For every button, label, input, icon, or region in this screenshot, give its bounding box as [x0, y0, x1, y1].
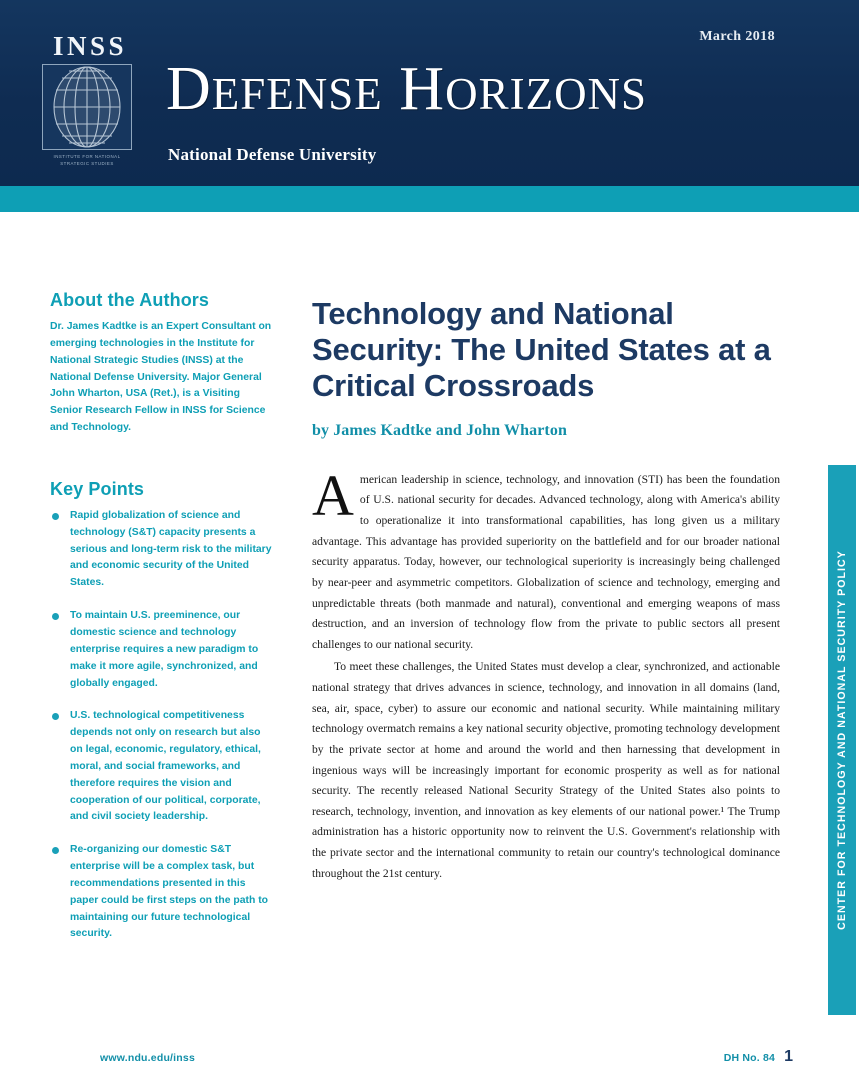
publication-title-efense: EFENSE: [211, 69, 383, 119]
vertical-series-label: CENTER FOR TECHNOLOGY AND NATIONAL SECURITY POLICY: [836, 550, 848, 930]
list-item: [50, 608, 272, 692]
publication-title-d: D: [166, 55, 212, 123]
publication-title-h: H: [399, 55, 446, 123]
footer-page-info: [724, 1048, 793, 1066]
left-sidebar: [50, 290, 272, 959]
publication-subtitle: National Defense University: [168, 145, 377, 164]
list-item: [50, 708, 272, 826]
list-item: [50, 842, 272, 943]
key-point-text: U.S. technological competitiveness depends not only on research but also on legal, economic, regulatory, ethical, moral, and social frameworks, and therefore requires the vision and cooperation of our political, corporate, and civil society leadership.: [70, 710, 261, 823]
key-points-section: [50, 479, 272, 943]
bullet-icon: [52, 513, 59, 520]
issue-date: March 2018: [699, 29, 775, 44]
article-body: [312, 462, 780, 885]
inss-logo-subtitle: INSTITUTE FOR NATIONAL STRATEGIC STUDIES: [53, 154, 121, 166]
publication-title-orizons: ORIZONS: [445, 69, 648, 119]
article-byline: by James Kadtke and John Wharton: [312, 421, 567, 439]
globe-icon: [42, 64, 132, 150]
inss-wordmark: INSS: [52, 31, 128, 61]
key-points-heading: Key Points: [50, 478, 145, 499]
bullet-icon: [52, 713, 59, 720]
page-number: 1: [784, 1048, 793, 1065]
about-authors-body: Dr. James Kadtke is an Expert Consultant on emerging technologies in the Institute for National Strategic Studies (INSS) at the National Defense University. Major General John Wharton, USA (Ret.), is a Visiting Senior Research Fellow in INSS for Science and Technology.: [50, 321, 272, 434]
key-point-text: To maintain U.S. preeminence, our domestic science and technology enterprise requires a new paradigm to make it more agile, synchronized, and globally engaged.: [70, 610, 259, 689]
bullet-icon: [52, 613, 59, 620]
masthead-banner: [0, 0, 859, 186]
bullet-icon: [52, 847, 59, 854]
about-authors-heading: About the Authors: [50, 290, 210, 310]
key-point-text: Re-organizing our domestic S&T enterprise will be a complex task, but recommendations presented in this paper could be first steps on the path to maintaining our future technological security.: [70, 844, 269, 940]
paragraph: American leadership in science, technology, and innovation (STI) has been the foundation of U.S. national security for decades. Advanced technology, along with America's ability to operationalize it into transformational capabilities, has long given us a military advantage. This advantage has provided superiority on the battlefield and for our broader national security apparatus. Today, however, our technological superiority is increasingly being challenged by near-peer and asymmetric competitors. Globalization of science and technology, emerging and unpredictable threats (both manmade and natural), conventional and emerging weapons of mass destruction, and an inversion of technology flow from the private to public sectors all present challenges to our national security.: [312, 462, 780, 651]
page-title: Technology and National Security: The United States at a Critical Crossroads: [312, 296, 771, 403]
document-number: DH No. 84: [723, 1052, 776, 1064]
inss-logo: [42, 33, 136, 167]
publication-title: [166, 55, 648, 123]
teal-accent-band: [0, 186, 859, 212]
key-points-list: [50, 508, 272, 943]
main-content-column: [312, 296, 780, 884]
list-item: [50, 508, 272, 592]
paragraph: To meet these challenges, the United States must develop a clear, synchronized, and actionable national strategy that drives advances in science, technology, and innovation in all domains (land, sea, air, space, cyber) to assure our economic and national security. While maintaining military technology overmatch remains a key national security objective, promoting technology development by the private sector at home and around the world and then harnessing that development in ingenious ways will be increasingly important for economic prosperity as well as for national security. The recently released National Security Strategy of the United States also points to research, technology, invention, and innovation as key elements of our national power.¹ The Trump administration has a historic opportunity now to reinvent the U.S. Government's relationship with the private sector and the international community to retain our country's technological dominance throughout the 21st century.: [312, 660, 780, 880]
about-the-authors-section: [50, 290, 272, 437]
vertical-series-bar: [828, 465, 856, 1015]
footer-website-link[interactable]: www.ndu.edu/inss: [100, 1052, 195, 1064]
key-point-text: Rapid globalization of science and technology (S&T) capacity presents a serious and long-term risk to the military and economic security of the United States.: [70, 509, 272, 589]
